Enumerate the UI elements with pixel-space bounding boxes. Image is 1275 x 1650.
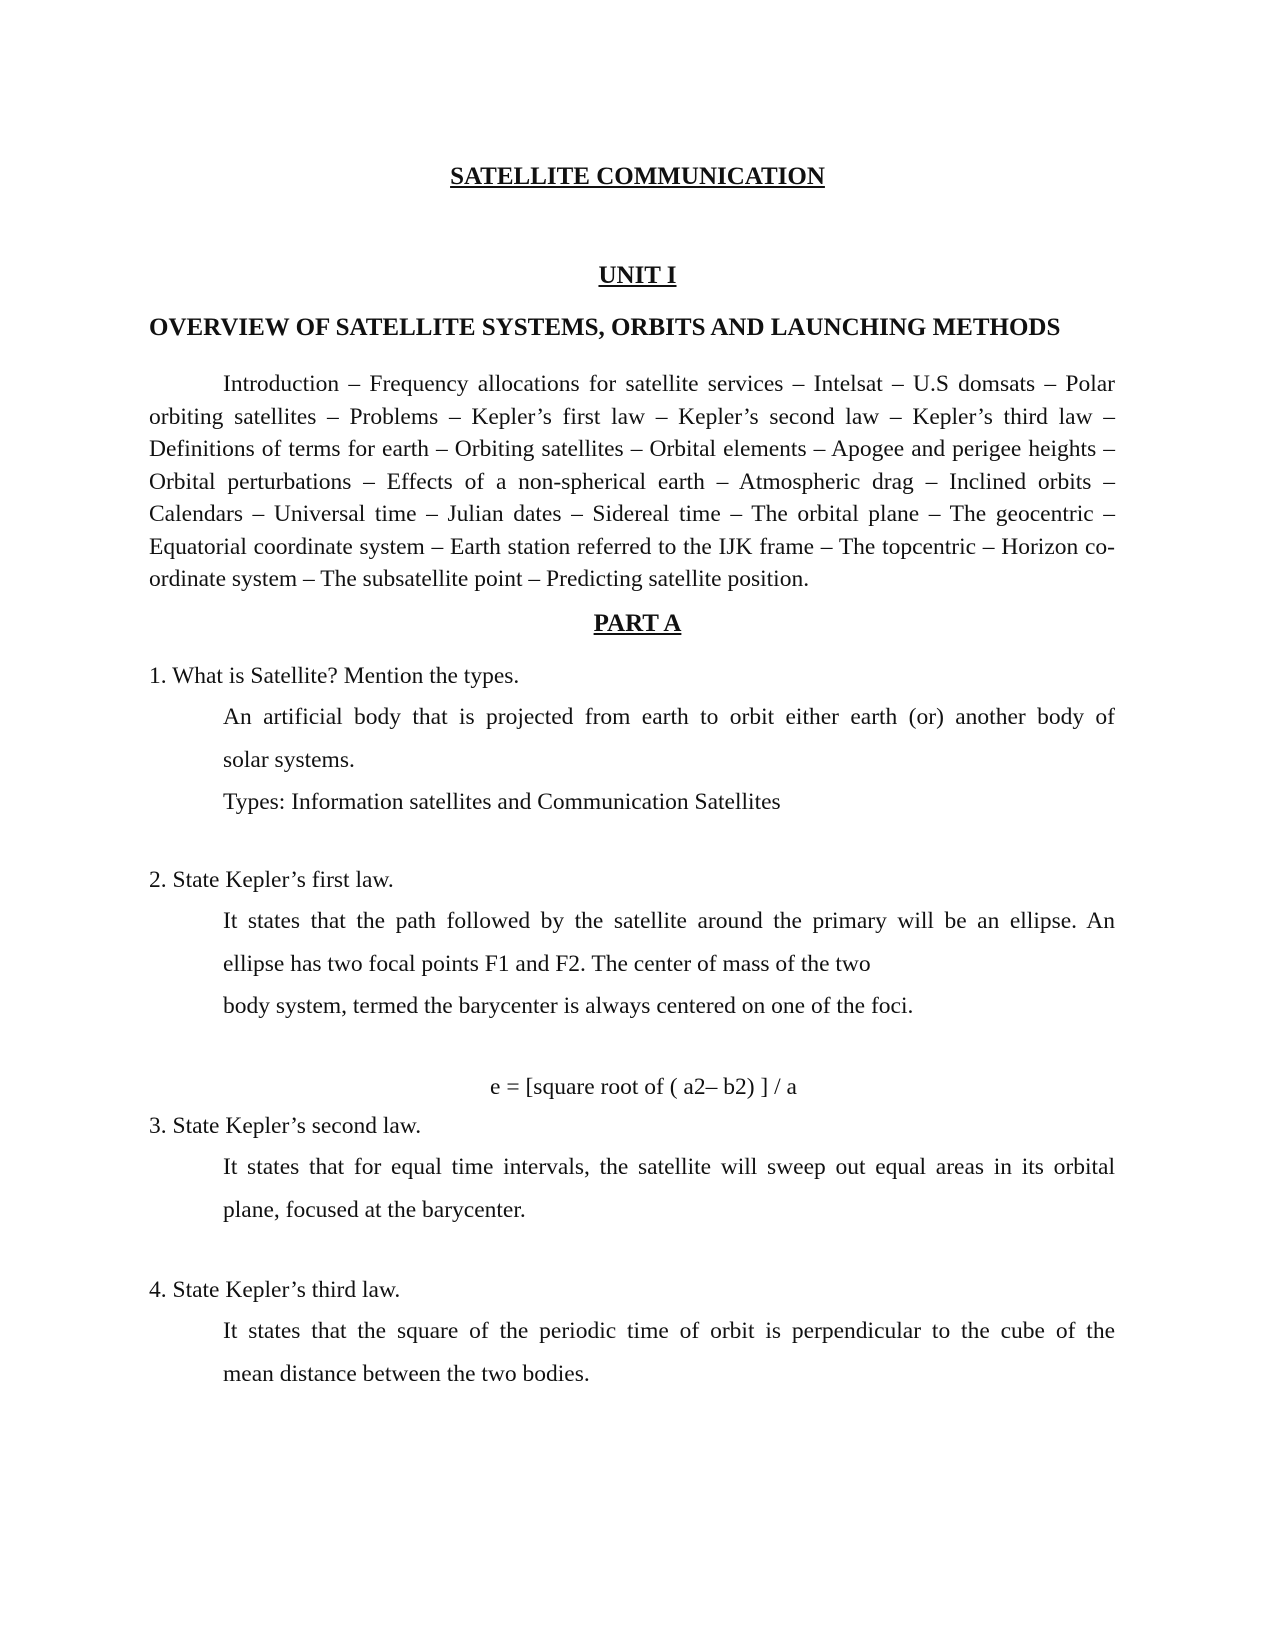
question-1: 1. What is Satellite? Mention the types. <box>149 663 520 689</box>
answer-1-line-1: An artificial body that is projected from earth to orbit either earth (or) another body of <box>223 704 1115 730</box>
unit-heading: OVERVIEW OF SATELLITE SYSTEMS, ORBITS AND LAUNCHING METHODS <box>149 314 1061 341</box>
question-3: 3. State Kepler’s second law. <box>149 1113 422 1139</box>
answer-2-line-2: ellipse has two focal points F1 and F2. The center of mass of the two <box>223 950 871 977</box>
answer-3 <box>223 1146 1115 1231</box>
unit-label: UNIT I <box>598 262 677 289</box>
answer-2-line-3: body system, termed the barycenter is always centered on one of the foci. <box>223 993 914 1019</box>
answer-4-line-2: mean distance between the two bodies. <box>223 1360 590 1387</box>
part-label: PART A <box>593 610 682 637</box>
question-2: 2. State Kepler’s first law. <box>149 867 394 893</box>
answer-1-line-2: solar systems. <box>223 746 355 773</box>
answer-4 <box>223 1310 1115 1395</box>
answer-1-line-3: Types: Information satellites and Communication Satellites <box>223 789 781 815</box>
answer-2-line-1: It states that the path followed by the satellite around the primary will be an ellipse. An <box>223 908 1115 934</box>
answer-3-line-2: plane, focused at the barycenter. <box>223 1196 526 1223</box>
answer-2 <box>223 900 1115 1028</box>
eccentricity-formula: e = [square root of ( a2– b2) ] / a <box>490 1074 797 1100</box>
answer-4-line-1: It states that the square of the periodic time of orbit is perpendicular to the cube of the <box>223 1318 1115 1344</box>
answer-1 <box>223 696 1115 824</box>
syllabus-paragraph: Introduction – Frequency allocations for satellite services – Intelsat – U.S domsats – Polar orbiting satellites – Problems – Kepler’s first law – Kepler’s second law – Kepler’s third law – Definitions of terms for earth – Orbiting satellites – Orbital elements – Apogee and perigee heights – Orbital perturbations – Effects of a non-spherical earth – Atmospheric drag – Inclined orbits – Calendars – Universal time – Julian dates – Sidereal time – The orbital plane – The geocentric – Equatorial coordinate system – Earth station referred to the IJK frame – The topcentric – Horizon co-ordinate system – The subsatellite point – Predicting satellite position. <box>149 371 1115 592</box>
answer-3-line-1: It states that for equal time intervals, the satellite will sweep out equal areas in its orbital <box>223 1154 1115 1180</box>
question-4: 4. State Kepler’s third law. <box>149 1277 401 1303</box>
document-title: SATELLITE COMMUNICATION <box>450 163 825 190</box>
